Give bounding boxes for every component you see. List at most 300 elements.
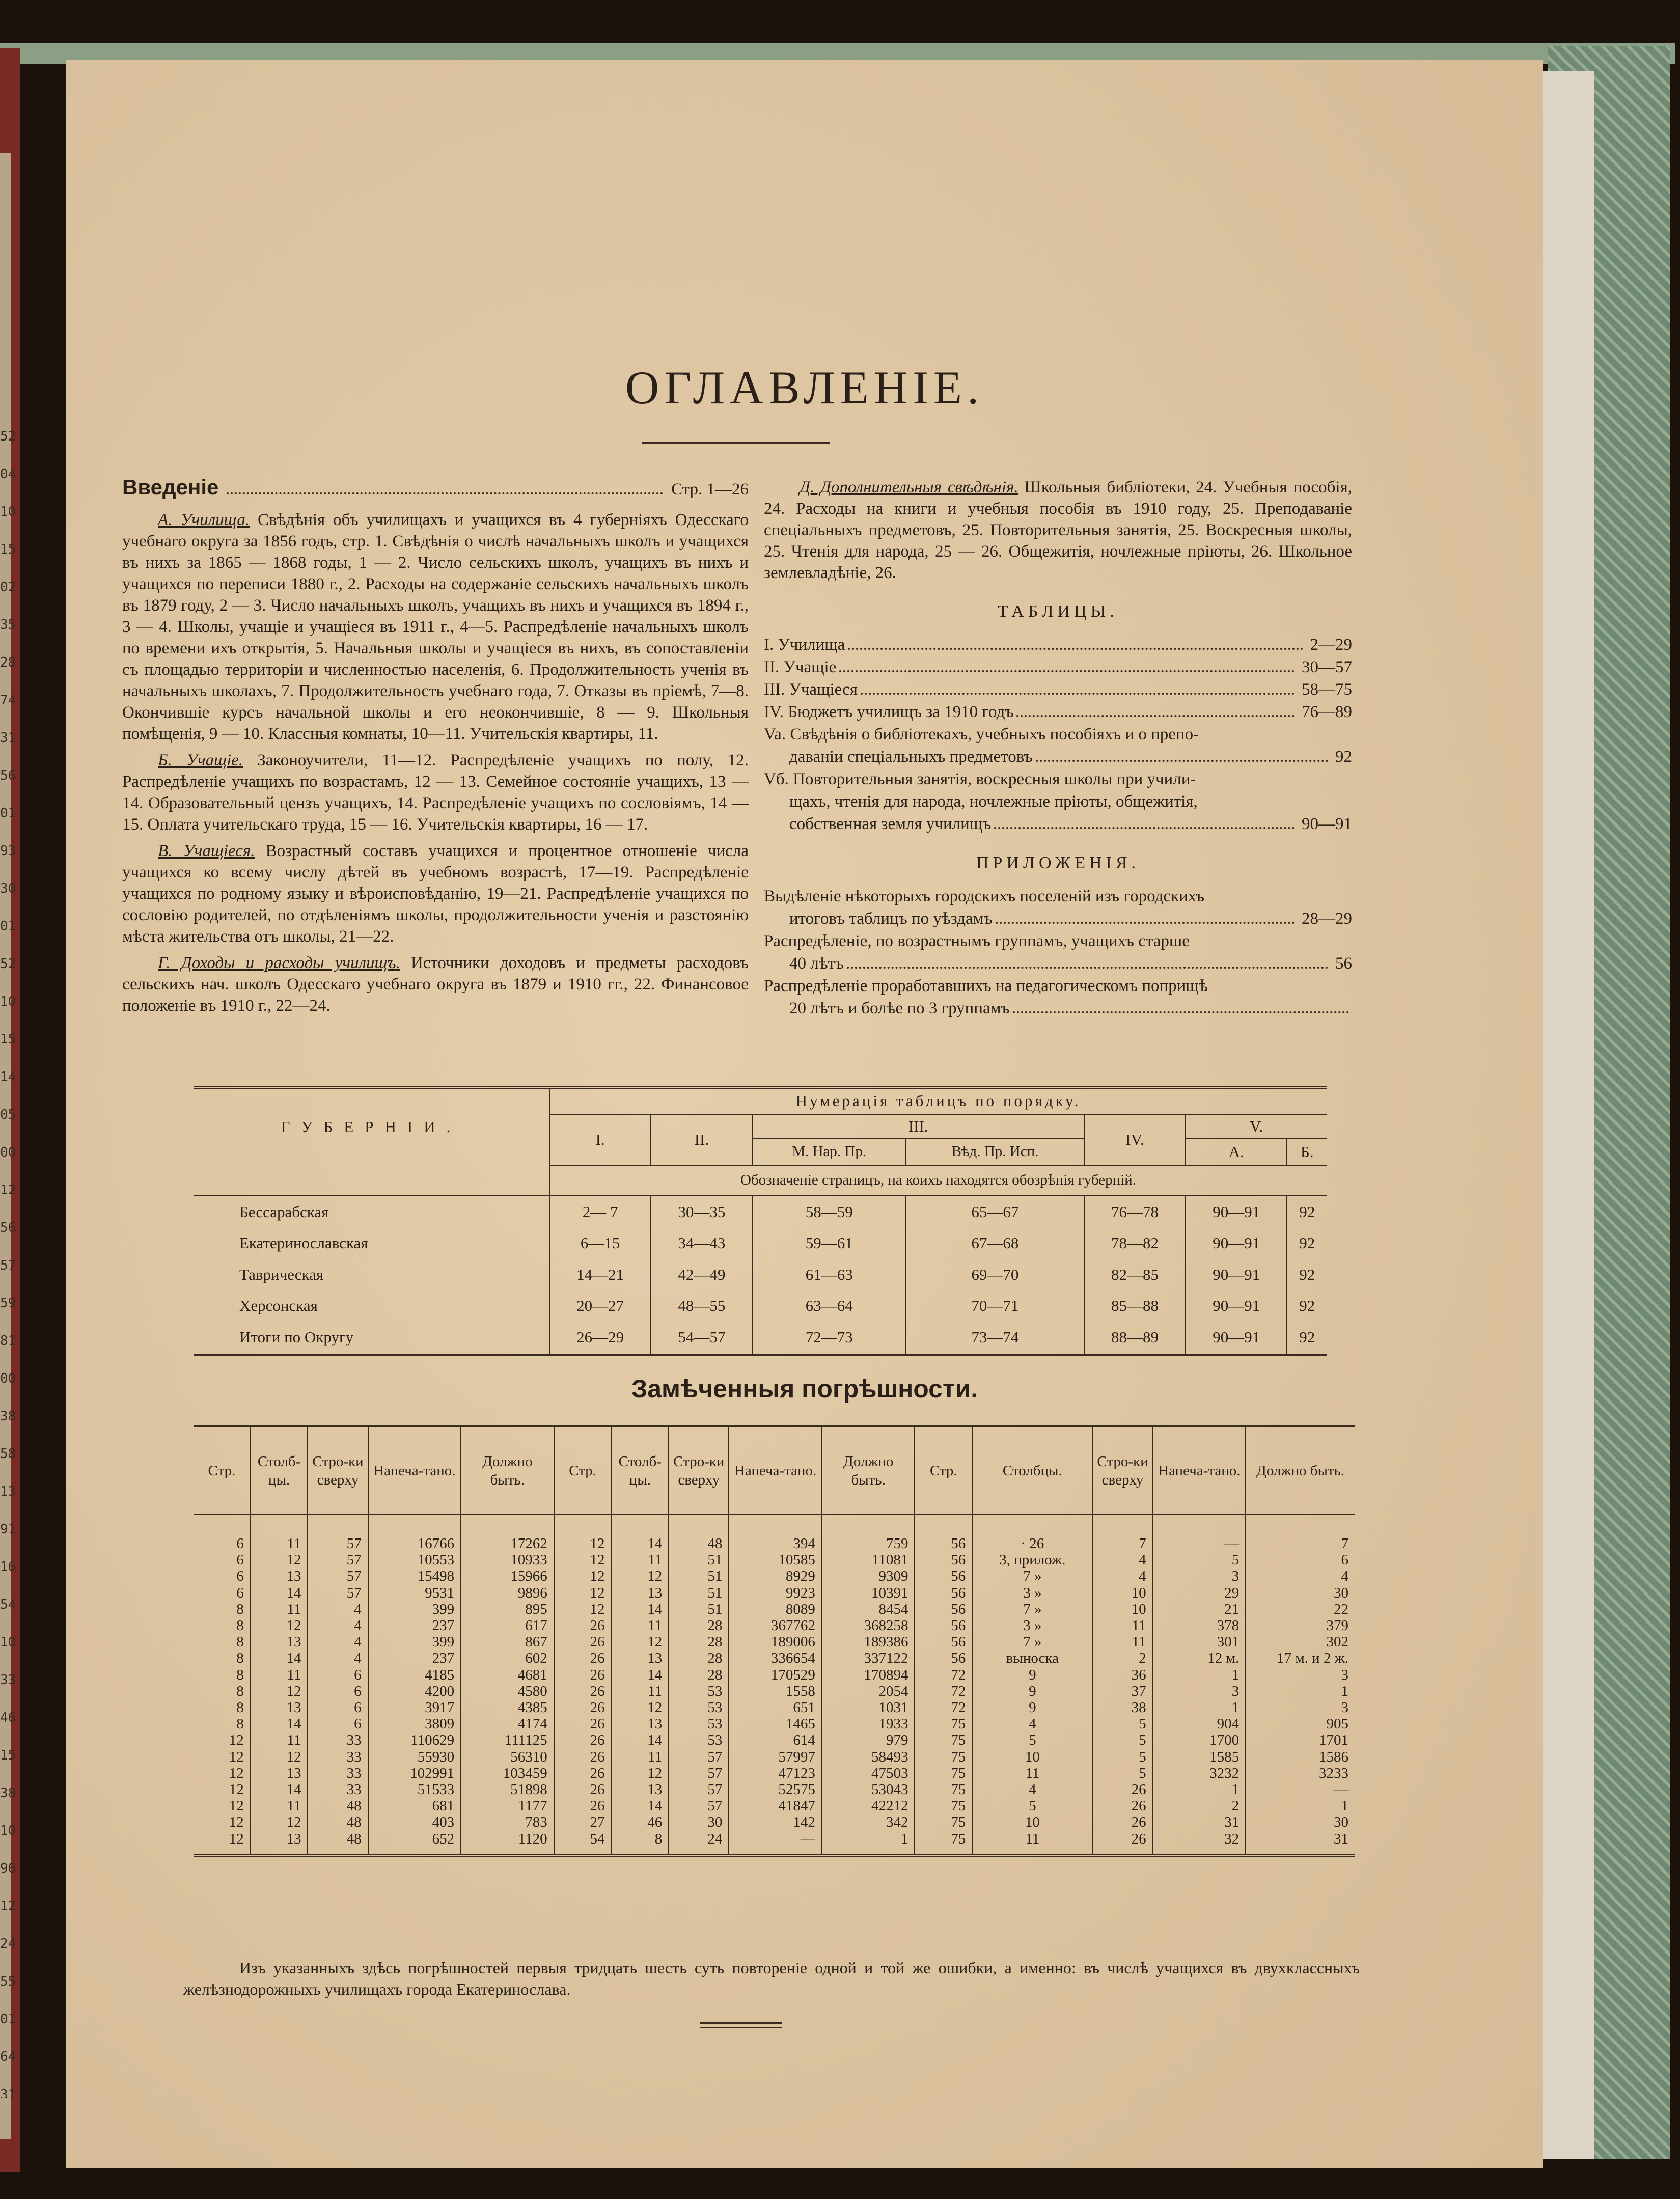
cell: 57 (669, 1798, 729, 1814)
toc-item-pages: 28—29 (1302, 910, 1352, 928)
cell: 56 (915, 1552, 972, 1568)
cell: 6—15 (549, 1228, 651, 1259)
paragraph-text: Законоучители, 11—12. Распредѣленіе учащихъ по полу, 12. Распредѣленіе учащихъ по возрастамъ, 12 — 13. Семейное состояніе учащихъ, 13 — 14. Образовательный цензъ учащихъ, 14. Распредѣленіе учащихъ по сословіямъ, 14 — 15. Оплата учительскаго труда, 15 — 16. Учительскія квартиры, 16 — 17. (122, 751, 749, 834)
toc-item-label: II. Учащіе (764, 658, 837, 676)
cell: 57 (308, 1568, 368, 1584)
cell: 13 (251, 1765, 308, 1781)
cell: 4 (308, 1617, 368, 1634)
cell: 11 (611, 1552, 669, 1568)
toc-item-pages: 56 (1335, 954, 1352, 973)
cell: 6 (236, 1535, 244, 1552)
cell: 3 (1153, 1683, 1246, 1699)
cell: 8454 (822, 1601, 915, 1617)
cell: 37 (1092, 1683, 1152, 1699)
cell: 61—63 (753, 1259, 906, 1290)
toc-item-label: Vб. Повторительныя занятія, воскресныя школы при учили- (764, 770, 1196, 788)
errata-header-columns: Столб-цы. (251, 1426, 308, 1515)
pages-header: Обозначеніе страницъ, на коихъ находятся обозрѣнія губерній. (549, 1165, 1327, 1196)
toc-item[interactable] (764, 701, 1352, 723)
cell: 12 (251, 1683, 308, 1699)
cell: 75 (915, 1814, 972, 1830)
cell: 8 (236, 1716, 244, 1733)
cell: 73—74 (906, 1322, 1084, 1355)
table-header-III-b: Вѣд. Пр. Исп. (906, 1139, 1084, 1165)
toc-item[interactable] (764, 930, 1352, 975)
cell: 26 (554, 1732, 612, 1748)
table-row (194, 1749, 1355, 1765)
end-rule (700, 2022, 782, 2024)
table-row (194, 1552, 1355, 1568)
cell: 88—89 (1084, 1322, 1186, 1355)
cell: 46 (611, 1814, 669, 1830)
toc-item[interactable] (764, 768, 1352, 835)
cell: 13 (611, 1650, 669, 1666)
cell: 63—64 (753, 1290, 906, 1321)
cell: 6 (236, 1568, 244, 1585)
cell: 75 (915, 1781, 972, 1798)
cell: 13 (251, 1699, 308, 1716)
cell: 67—68 (906, 1228, 1084, 1259)
cell: 22 (1246, 1601, 1355, 1617)
toc-item[interactable] (764, 678, 1352, 701)
cell: 5 (1153, 1552, 1246, 1568)
cell: 6 (308, 1699, 368, 1716)
cell: 12 (251, 1552, 308, 1568)
errata-title: Замѣченныя погрѣшности. (631, 1375, 978, 1403)
cell: 26 (1092, 1798, 1152, 1814)
table-header-V: V. (1186, 1114, 1327, 1139)
cell: 11081 (822, 1552, 915, 1568)
table-row (194, 1699, 1355, 1716)
cell: 9 (972, 1699, 1092, 1716)
cell: 2 (1092, 1650, 1152, 1666)
cell: 394 (729, 1515, 822, 1552)
toc-item-pages: 90—91 (1302, 815, 1352, 833)
cell: 11 (1092, 1617, 1152, 1634)
cell: 47503 (822, 1765, 915, 1781)
document-page (66, 60, 1543, 2168)
errata-header-printed: Напеча-тано. (729, 1426, 822, 1515)
errata-header-should-be: Должно быть. (822, 1426, 915, 1515)
cell: 399 (368, 1601, 461, 1617)
cell: 12 (229, 1765, 244, 1781)
cell: 3232 (1153, 1765, 1246, 1781)
paragraph-text: Школьныя библіотеки, 24. Учебныя пособія, 24. Расходы на книги и учебныя пособія въ 1910 году, 25. Преподаваніе спеціальныхъ предметовъ, 25. Повторительныя занятія, 25. Воскресныя школы, 25. Чтенія для народа, 25 — 26. Общежитія, ночлежные пріюты, 26. Школьное землевладѣніе, 26. (764, 478, 1353, 582)
cell: 4200 (368, 1683, 461, 1699)
cell: 4174 (461, 1716, 554, 1732)
cell: 10 (972, 1749, 1092, 1765)
cell: 5 (972, 1732, 1092, 1748)
cell: 8 (236, 1666, 244, 1683)
table-row (194, 1290, 1327, 1321)
cell: 867 (461, 1634, 554, 1650)
cell: 110629 (368, 1732, 461, 1748)
toc-item[interactable] (764, 656, 1352, 678)
cell: — (729, 1831, 822, 1856)
cell: 51 (669, 1585, 729, 1601)
cell: 26 (1092, 1814, 1152, 1830)
cell: 28 (669, 1617, 729, 1634)
paragraph-text: Возрастный составъ учащихся и процентное отношеніе числа учащихся ко всему числу дѣтей въ учебномъ возрастѣ, 17—19. Распредѣленіе учащихся по родному языку и вѣроисповѣданію, 19—21. Распредѣленіе учащихся по сословію родителей, по отдѣленіямъ школы, продолжительности ученія и разстоянію мѣста жительства отъ школы, 21—22. (122, 842, 749, 946)
cell: 20—27 (549, 1290, 651, 1321)
cell: 75 (915, 1716, 972, 1732)
cell: 3 (1153, 1568, 1246, 1584)
toc-item-label: III. Учащіеся (764, 680, 858, 699)
leader-dots (996, 922, 1295, 924)
table-header-III: III. (753, 1114, 1084, 1139)
cell: 30—35 (651, 1196, 752, 1228)
cell: 2054 (822, 1683, 915, 1699)
cell: 614 (729, 1732, 822, 1748)
cell: 90—91 (1186, 1259, 1287, 1290)
cell: 1 (1153, 1667, 1246, 1683)
cell: 368258 (822, 1617, 915, 1634)
end-rule (700, 2027, 782, 2028)
cell: 6 (1246, 1552, 1355, 1568)
cell: 10553 (368, 1552, 461, 1568)
cell: 55930 (368, 1749, 461, 1765)
cell: 302 (1246, 1634, 1355, 1650)
errata-header-printed: Напеча-тано. (1153, 1426, 1246, 1515)
table-row (194, 1765, 1355, 1781)
leader-dots (847, 967, 1328, 969)
cell: 12 (251, 1749, 308, 1765)
cell: 4 (1092, 1568, 1152, 1584)
cell: 51898 (461, 1781, 554, 1798)
paragraph-text: Источники доходовъ и предметы расходовъ сельскихъ нач. школъ Одесскаго учебнаго округа въ 1879 и 1910 гг., 22. Финансовое положеніе въ 1910 г., 22—24. (122, 954, 749, 1015)
errata-header-should-be: Должно быть. (1246, 1426, 1355, 1515)
cell: 4681 (461, 1667, 554, 1683)
cell: 11 (251, 1732, 308, 1748)
cell: 75 (915, 1831, 972, 1856)
intro-heading: Введеніе (122, 475, 219, 499)
cell: 57 (669, 1749, 729, 1765)
intro-column (122, 477, 749, 1022)
cell: 403 (368, 1814, 461, 1830)
cell: 3 (1246, 1699, 1355, 1716)
cell: 237 (368, 1617, 461, 1634)
table-row (194, 1259, 1327, 1290)
cell: 75 (915, 1765, 972, 1781)
cell: 5 (1092, 1732, 1152, 1748)
cell: 12 (611, 1765, 669, 1781)
cell: 8 (236, 1601, 244, 1617)
toc-item-label: I. Училища (764, 636, 845, 654)
intro-paragraph-b (122, 750, 749, 835)
cell: 9 (972, 1667, 1092, 1683)
cell: 53043 (822, 1781, 915, 1798)
cell: 78—82 (1084, 1228, 1186, 1259)
cell: 4 (1246, 1568, 1355, 1584)
cell: 14 (611, 1601, 669, 1617)
cell: 102991 (368, 1765, 461, 1781)
cell: 28 (669, 1667, 729, 1683)
table-row (194, 1667, 1355, 1683)
cell: 9 (972, 1683, 1092, 1699)
cell: 1585 (1153, 1749, 1246, 1765)
cell: 6 (308, 1683, 368, 1699)
table-row (194, 1196, 1327, 1228)
cell: 29 (1153, 1585, 1246, 1601)
table-header-I: I. (549, 1114, 651, 1165)
cell: 2— 7 (549, 1196, 651, 1228)
cell: 10 (972, 1814, 1092, 1830)
cell: 92 (1287, 1196, 1327, 1228)
cell: 41847 (729, 1798, 822, 1814)
cell: 12 (611, 1699, 669, 1716)
cell: 10 (1092, 1585, 1152, 1601)
cell: 57 (308, 1552, 368, 1568)
errata-header-rows: Стро-ки сверху (669, 1426, 729, 1515)
toc-item-label: даваніи спеціальныхъ предметовъ (789, 748, 1033, 766)
cell: 3233 (1246, 1765, 1355, 1781)
cell: 2 (1153, 1798, 1246, 1814)
table-header-V-b: Б. (1287, 1139, 1327, 1165)
toc-item-pages: 58—75 (1302, 680, 1352, 699)
cell: 48 (669, 1515, 729, 1552)
cell: 26 (554, 1765, 612, 1781)
toc-item[interactable] (764, 634, 1352, 656)
cell: 1465 (729, 1716, 822, 1732)
leader-dots (839, 670, 1295, 672)
cell: — (1246, 1781, 1355, 1798)
table-header-V-a: А. (1186, 1139, 1287, 1165)
toc-item[interactable] (764, 975, 1352, 1020)
cell: 17 м. и 2 ж. (1246, 1650, 1355, 1666)
cell: 759 (822, 1515, 915, 1552)
table-row (194, 1716, 1355, 1732)
cell: 11 (251, 1798, 308, 1814)
cell: 8 (611, 1831, 669, 1856)
table-row (194, 1650, 1355, 1666)
cell: 617 (461, 1617, 554, 1634)
cell: 11 (611, 1749, 669, 1765)
cell: 28 (669, 1634, 729, 1650)
cell: 36 (1092, 1667, 1152, 1683)
toc-item-label: Выдѣленіе нѣкоторыхъ городскихъ поселеній изъ городскихъ (764, 887, 1205, 905)
cell: 11 (972, 1765, 1092, 1781)
cell: 4 (972, 1716, 1092, 1732)
cell: 72 (915, 1699, 972, 1716)
cell: 11 (1092, 1634, 1152, 1650)
cell: 12 (229, 1798, 244, 1815)
cell: 13 (251, 1831, 308, 1856)
table-header-III-a: М. Нар. Пр. (753, 1139, 906, 1165)
governorate-name: Херсонская (239, 1297, 318, 1315)
table-row (194, 1781, 1355, 1798)
cell: 42—49 (651, 1259, 752, 1290)
cell: 76—78 (1084, 1196, 1186, 1228)
errata-header-printed: Напеча-тано. (368, 1426, 461, 1515)
tables-heading: ТАБЛИЦЫ. (998, 602, 1118, 621)
cell: 189006 (729, 1634, 822, 1650)
cell: 3 » (972, 1617, 1092, 1634)
cell: 895 (461, 1601, 554, 1617)
leader-dots (848, 648, 1303, 650)
toc-item-label: щахъ, чтенія для народа, ночлежные пріюты, общежитія, (789, 792, 1198, 811)
cell: 11 (251, 1601, 308, 1617)
table-row (194, 1831, 1355, 1856)
cell: 5 (1092, 1749, 1152, 1765)
cell: 652 (368, 1831, 461, 1856)
cell: 31 (1153, 1814, 1246, 1830)
cell: 53 (669, 1716, 729, 1732)
cell: 26 (554, 1667, 612, 1683)
table-row (194, 1322, 1327, 1355)
cell: 4 (308, 1601, 368, 1617)
cell: 11 (251, 1667, 308, 1683)
paragraph-label: Б. Учащіе. (158, 751, 243, 769)
paragraph-label: Г. Доходы и расходы училищъ. (158, 954, 400, 972)
cell: 57997 (729, 1749, 822, 1765)
cell: 1586 (1246, 1749, 1355, 1765)
cell: 65—67 (906, 1196, 1084, 1228)
cell: 42212 (822, 1798, 915, 1814)
cell: 57 (308, 1585, 368, 1601)
cell: 7 » (972, 1601, 1092, 1617)
cell: 16766 (368, 1515, 461, 1552)
toc-item[interactable] (764, 885, 1352, 930)
cell: 17262 (461, 1515, 554, 1552)
cell: 8 (236, 1650, 244, 1667)
cell: 12 (229, 1814, 244, 1831)
errata-header-rows: Стро-ки сверху (1092, 1426, 1152, 1515)
cell: 15966 (461, 1568, 554, 1584)
cell: 33 (308, 1765, 368, 1781)
cell: 10585 (729, 1552, 822, 1568)
cell: 12 (611, 1568, 669, 1584)
cell: 3809 (368, 1716, 461, 1732)
cell: 1701 (1246, 1732, 1355, 1748)
toc-right-column (764, 477, 1352, 1020)
cell: 51 (669, 1601, 729, 1617)
leader-dots (227, 492, 663, 494)
toc-item-label: Распредѣленіе проработавшихъ на педагогическомъ поприщѣ (764, 977, 1208, 995)
cell: 51 (669, 1552, 729, 1568)
cell: 14 (251, 1716, 308, 1732)
cell: 12 (554, 1552, 612, 1568)
cell: 6 (236, 1552, 244, 1569)
cell: 4185 (368, 1667, 461, 1683)
cell: 12 (229, 1748, 244, 1765)
cell: 12 (229, 1732, 244, 1749)
cell: 10391 (822, 1585, 915, 1601)
cell: 783 (461, 1814, 554, 1830)
governorate-name: Таврическая (239, 1265, 324, 1283)
cell: 8 (236, 1699, 244, 1716)
cell: 26 (554, 1650, 612, 1666)
cell: 1177 (461, 1798, 554, 1814)
previous-page-margin-text: 52 04 10 15 02 35 28 74 31 56 01 93 30 01 52 10 15 14 05 00 12 56 57 59 81 00 38 58 13 91 16 54 10 33 46 15 38 10 96 12 24 55 01 64 31 (0, 429, 16, 2098)
cell: 56 (915, 1617, 972, 1634)
table-row (194, 1585, 1355, 1601)
cell: 237 (368, 1650, 461, 1666)
cell: 26 (1092, 1781, 1152, 1798)
cell: 11 (251, 1515, 308, 1552)
cell: 75 (915, 1749, 972, 1765)
appendix-heading: ПРИЛОЖЕНІЯ. (976, 854, 1140, 872)
cell: 26 (554, 1798, 612, 1814)
toc-item-pages: 92 (1335, 748, 1352, 766)
table-row (194, 1634, 1355, 1650)
cell: 1 (1153, 1699, 1246, 1716)
cell: 57 (669, 1765, 729, 1781)
cell: 53 (669, 1699, 729, 1716)
cell: 14 (251, 1650, 308, 1666)
intro-paragraph-a (122, 509, 749, 745)
cell: 48—55 (651, 1290, 752, 1321)
leader-dots (1013, 1011, 1349, 1013)
cell: 11 (972, 1831, 1092, 1856)
cell: 14—21 (549, 1259, 651, 1290)
cell: 24 (669, 1831, 729, 1856)
cell: 26 (554, 1749, 612, 1765)
cell: 72—73 (753, 1322, 906, 1355)
cell: 1 (1246, 1683, 1355, 1699)
cell: 4 (972, 1781, 1092, 1798)
cell: 51 (669, 1568, 729, 1584)
cell: 5 (972, 1798, 1092, 1814)
governorate-name: Бессарабская (239, 1202, 329, 1221)
table-row (194, 1814, 1355, 1830)
toc-item[interactable] (764, 723, 1352, 768)
cell: 904 (1153, 1716, 1246, 1732)
cell: 336654 (729, 1650, 822, 1666)
cell: 90—91 (1186, 1228, 1287, 1259)
cell: 12 (554, 1601, 612, 1617)
cell: 170529 (729, 1667, 822, 1683)
cell: 4 (308, 1634, 368, 1650)
errata-header-page: Стр. (194, 1426, 251, 1515)
cell: 4385 (461, 1699, 554, 1716)
intro-paragraph-d (122, 952, 749, 1016)
cell: 1 (1153, 1781, 1246, 1798)
numbering-header: Нумерація таблицъ по порядку. (549, 1088, 1327, 1114)
cell: 111125 (461, 1732, 554, 1748)
cell: 13 (251, 1568, 308, 1584)
table-row (194, 1515, 1355, 1552)
cell: 12 (194, 1831, 251, 1856)
cell: 7 » (972, 1634, 1092, 1650)
cell: 8 (236, 1683, 244, 1699)
leader-dots (994, 827, 1295, 829)
table-row (194, 1568, 1355, 1584)
errata-header-columns: Столбцы. (972, 1426, 1092, 1515)
cell: 57 (308, 1515, 368, 1552)
cell: 4580 (461, 1683, 554, 1699)
cell: 70—71 (906, 1290, 1084, 1321)
toc-item-label: Распредѣленіе, по возрастнымъ группамъ, учащихъ старше (764, 932, 1190, 950)
cell: 342 (822, 1814, 915, 1830)
cell: 337122 (822, 1650, 915, 1666)
cell: 56 (915, 1634, 972, 1650)
cell: 7 » (972, 1568, 1092, 1584)
toc-item-pages: 30—57 (1302, 658, 1352, 676)
cell: 189386 (822, 1634, 915, 1650)
cell: 5 (1092, 1765, 1152, 1781)
toc-item-label: Va. Свѣдѣнія о библіотекахъ, учебныхъ пособіяхъ и о препо- (764, 725, 1199, 744)
cell: 26 (554, 1617, 612, 1634)
cell: 7 (1246, 1515, 1355, 1552)
errata-header-page: Стр. (554, 1426, 612, 1515)
cell: 1558 (729, 1683, 822, 1699)
cell: 379 (1246, 1617, 1355, 1634)
cell: 1700 (1153, 1732, 1246, 1748)
table-row (194, 1732, 1355, 1748)
cell: выноска (972, 1650, 1092, 1666)
cell: 3, прилож. (972, 1552, 1092, 1568)
cell: 34—43 (651, 1228, 752, 1259)
